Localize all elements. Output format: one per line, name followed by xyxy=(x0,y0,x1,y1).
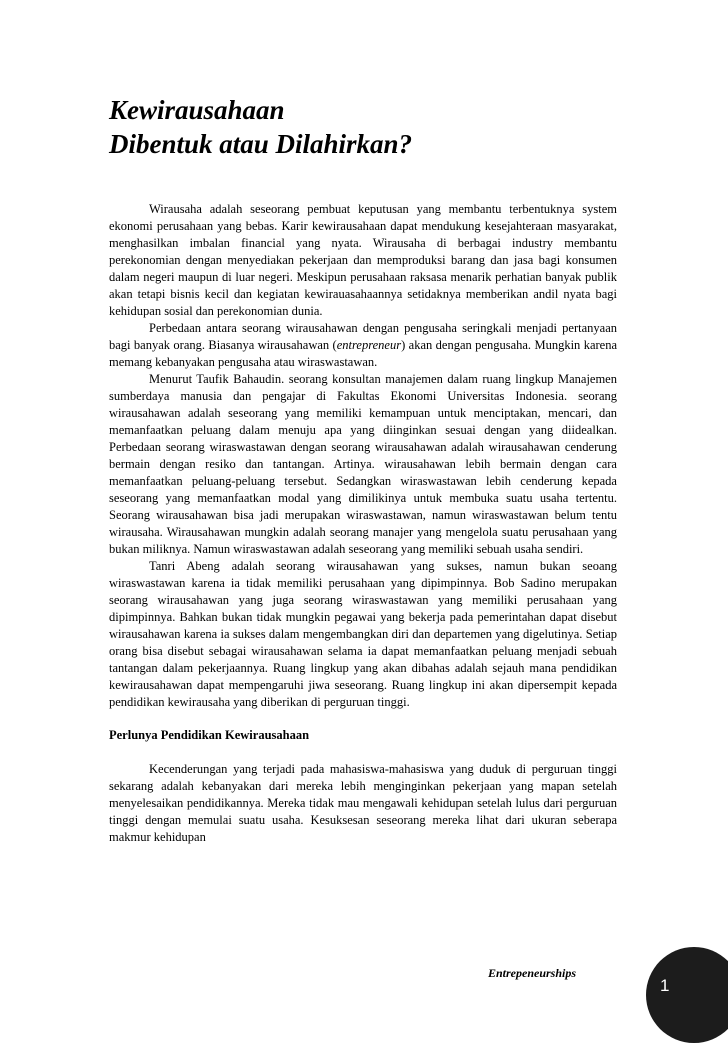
page-number: 1 xyxy=(660,976,670,995)
paragraph-2 xyxy=(109,320,617,371)
paragraph-4: Tanri Abeng adalah seorang wirausahawan yang sukses, namun bukan seoang wiraswastawan karena ia tidak memiliki perusahaan yang dipimpinnya. Bob Sadino merupakan seorang wirausahawan yang juga seorang wiraswastawan yang memiliki perusahaan yang dipimpinnya. Bahkan bukan tidak mungkin pegawai yang bekerja pada pemerintahan dapat disebut wirausahawan karena ia sukses dalam mengembangkan diri dan departemen yang digelutinya. Setiap orang bisa disebut sebagai wirausahawan selama ia dapat memanfaatkan peluang menjadi sebuah tantangan dalam pekerjaannya. Ruang lingkup yang akan dibahas adalah sejauh mana pendidikan kewirausahawan dapat mempengaruhi jiwa seseorang. Ruang lingkup ini akan dipersempit kepada pendidikan kewirausaha yang diberikan di perguruan tinggi. xyxy=(109,559,617,709)
paragraph-3: Menurut Taufik Bahaudin. seorang konsultan manajemen dalam ruang lingkup Manajemen sumberdaya manusia dan pengajar di Fakultas Ekonomi Universitas Indonesia. seorang wirausahawan adalah seseorang yang memiliki kemampuan untuk menciptakan, mencari, dan memanfaatkan peluang dalam menuju apa yang diinginkan sesuai dengan yang diidealkan. Perbedaan seorang wiraswastawan dengan seorang wirausahawan adalah wirausahawan cenderung bermain dengan resiko dan tantangan. Artinya. wirausahawan lebih bermain dengan cara memanfaatkan peluang-peluang tersebut. Sedangkan wiraswastawan lebih cenderung kepada seseorang yang memanfaatkan modal yang dimilikinya untuk membuka suatu usaha tertentu. Seorang wirausahawan bisa jadi merupakan wiraswastawan, namun wiraswastawan belum tentu wirausaha. Wirausahawan mungkin adalah seorang manajer yang mengelola suatu perusahaan yang bukan miliknya. Namun wiraswastawan adalah seseorang yang memiliki sebuah usaha sendiri. xyxy=(109,372,617,556)
paragraph-2-text-b: ) akan dengan pengusaha. Mungkin karena memang kebanyakan pengusaha atau wiraswastawan. xyxy=(109,338,618,369)
paragraph-1: Wirausaha adalah seseorang pembuat keputusan yang membantu terbentuknya system ekonomi perusahaan yang bebas. Karir kewirausahaan dapat mendukung kesejahteraan masyarakat, menghasilkan imbalan financial yang nyata. Wirausaha di berbagai industry membantu perekonomian dengan menyediakan pekerjaan dan memproduksi barang dan jasa bagi konsumen dalam negeri maupun di luar negeri. Meskipun perusahaan raksasa menarik perhatian banyak publik akan tetapi bisnis kecil dan kegiatan kewirauasahaannya setidaknya memberikan andil nyata bagi kehidupan sosial dan perekonomian dunia. xyxy=(109,202,617,318)
document-title xyxy=(109,93,629,161)
footer-label: Entrepeneurships xyxy=(488,966,577,980)
title-line-2: Dibentuk atau Dilahirkan? xyxy=(109,129,413,159)
paragraph-2-italic-term: entrepreneur xyxy=(336,338,402,352)
title-line-1: Kewirausahaan xyxy=(109,95,285,125)
document-body xyxy=(109,201,617,846)
paragraph-5: Kecenderungan yang terjadi pada mahasiswa-mahasiswa yang duduk di perguruan tinggi sekarang adalah kebanyakan dari mereka lebih menginginkan pekerjaan yang mapan setelah menyelesaikan pendidikannya. Mereka tidak mau mengawali kehidupan setelah lulus dari perguruan tinggi dengan memulai suatu usaha. Kesuksesan seseorang mereka lihat dari ukuran seberapa makmur kehidupan xyxy=(109,762,617,844)
page-number-badge xyxy=(646,947,728,1043)
section-heading: Perlunya Pendidikan Kewirausahaan xyxy=(109,728,310,742)
paragraph-2-text-a: Perbedaan antara seorang wirausahawan dengan pengusaha seringkali menjadi pertanyaan bagi banyak orang. Biasanya wirausahawan ( xyxy=(109,321,617,352)
